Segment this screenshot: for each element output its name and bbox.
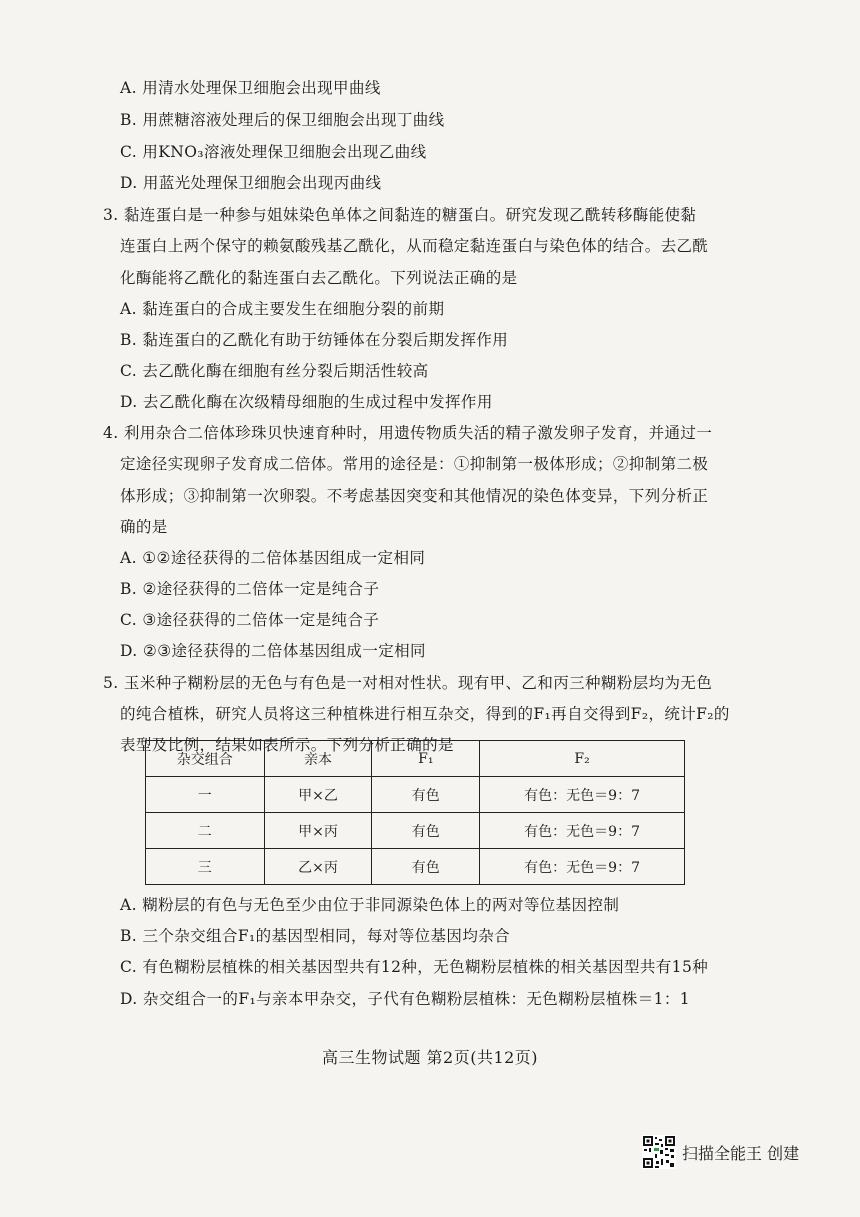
qr-code-icon xyxy=(642,1135,676,1169)
table-cell-f1: 有色 xyxy=(372,777,480,813)
q4-option-a: A. ①②途径获得的二倍体基因组成一定相同 xyxy=(120,549,426,567)
q2-option-d: D. 用蓝光处理保卫细胞会出现丙曲线 xyxy=(120,174,382,192)
table-cell-f1: 有色 xyxy=(372,813,480,849)
q3-option-b: B. 黏连蛋白的乙酰化有助于纺锤体在分裂后期发挥作用 xyxy=(120,331,509,349)
q2-option-b: B. 用蔗糖溶液处理后的保卫细胞会出现丁曲线 xyxy=(120,111,445,129)
table-row xyxy=(146,813,685,849)
q5-results-table xyxy=(145,740,685,885)
q2-option-a: A. 用清水处理保卫细胞会出现甲曲线 xyxy=(120,79,381,97)
table-header-f2: F₂ xyxy=(480,741,685,777)
table-header-f1: F₁ xyxy=(372,741,480,777)
table-header-cross: 杂交组合 xyxy=(146,741,265,777)
q2-option-c: C. 用KNO₃溶液处理保卫细胞会出现乙曲线 xyxy=(120,143,427,161)
q3-stem-line-3: 化酶能将乙酰化的黏连蛋白去乙酰化。下列说法正确的是 xyxy=(120,269,518,287)
q4-option-b: B. ②途径获得的二倍体一定是纯合子 xyxy=(120,580,380,598)
table-cell-parents: 甲×乙 xyxy=(264,777,372,813)
q3-option-a: A. 黏连蛋白的合成主要发生在细胞分裂的前期 xyxy=(120,300,445,318)
q3-option-c: C. 去乙酰化酶在细胞有丝分裂后期活性较高 xyxy=(120,362,429,380)
q5-option-c: C. 有色糊粉层植株的相关基因型共有12种，无色糊粉层植株的相关基因型共有15种 xyxy=(120,958,709,976)
q4-stem-line-3: 体形成；③抑制第一次卵裂。不考虑基因突变和其他情况的染色体变异，下列分析正 xyxy=(120,487,709,505)
table-cell-cross: 三 xyxy=(146,849,265,885)
table-cell-f2: 有色：无色＝9：7 xyxy=(480,813,685,849)
q4-option-c: C. ③途径获得的二倍体一定是纯合子 xyxy=(120,611,380,629)
q5-option-b: B. 三个杂交组合F₁的基因型相同，每对等位基因均杂合 xyxy=(120,927,511,945)
q5-stem-line-3: 表型及比例，结果如表所示。下列分析正确的是 xyxy=(120,736,454,754)
q4-option-d: D. ②③途径获得的二倍体基因组成一定相同 xyxy=(120,642,426,660)
table-row xyxy=(146,849,685,885)
q4-stem-line-1: 4. 利用杂合二倍体珍珠贝快速育种时，用遗传物质失活的精子激发卵子发育，并通过一 xyxy=(103,424,713,442)
q3-option-d: D. 去乙酰化酶在次级精母细胞的生成过程中发挥作用 xyxy=(120,393,493,411)
table-cell-f1: 有色 xyxy=(372,849,480,885)
table-cell-parents: 甲×丙 xyxy=(264,813,372,849)
table-header-row xyxy=(146,741,685,777)
table-cell-f2: 有色：无色＝9：7 xyxy=(480,777,685,813)
q5-option-d: D. 杂交组合一的F₁与亲本甲杂交，子代有色糊粉层植株：无色糊粉层植株＝1：1 xyxy=(120,990,691,1008)
table-cell-f2: 有色：无色＝9：7 xyxy=(480,849,685,885)
table-cell-parents: 乙×丙 xyxy=(264,849,372,885)
table-cell-cross: 二 xyxy=(146,813,265,849)
table-row xyxy=(146,777,685,813)
q3-stem-line-1: 3. 黏连蛋白是一种参与姐妹染色单体之间黏连的糖蛋白。研究发现乙酰转移酶能使黏 xyxy=(103,206,697,224)
q5-option-a: A. 糊粉层的有色与无色至少由位于非同源染色体上的两对等位基因控制 xyxy=(120,896,620,914)
q4-stem-line-2: 定途径实现卵子发育成二倍体。常用的途径是：①抑制第一极体形成；②抑制第二极 xyxy=(120,455,709,473)
q5-stem-line-1: 5. 玉米种子糊粉层的无色与有色是一对相对性状。现有甲、乙和丙三种糊粉层均为无色 xyxy=(103,674,713,692)
table-header-parents: 亲本 xyxy=(264,741,372,777)
scanner-badge-label: 扫描全能王 创建 xyxy=(682,1143,800,1163)
q3-stem-line-2: 连蛋白上两个保守的赖氨酸残基乙酰化，从而稳定黏连蛋白与染色体的结合。去乙酰 xyxy=(120,237,709,255)
q5-stem-line-2: 的纯合植株，研究人员将这三种植株进行相互杂交，得到的F₁再自交得到F₂，统计F₂的 xyxy=(120,705,730,723)
page-footer: 高三生物试题 第2页(共12页) xyxy=(321,1048,539,1067)
scanner-badge xyxy=(642,1135,799,1169)
table-cell-cross: 一 xyxy=(146,777,265,813)
q4-stem-line-4: 确的是 xyxy=(120,518,168,536)
